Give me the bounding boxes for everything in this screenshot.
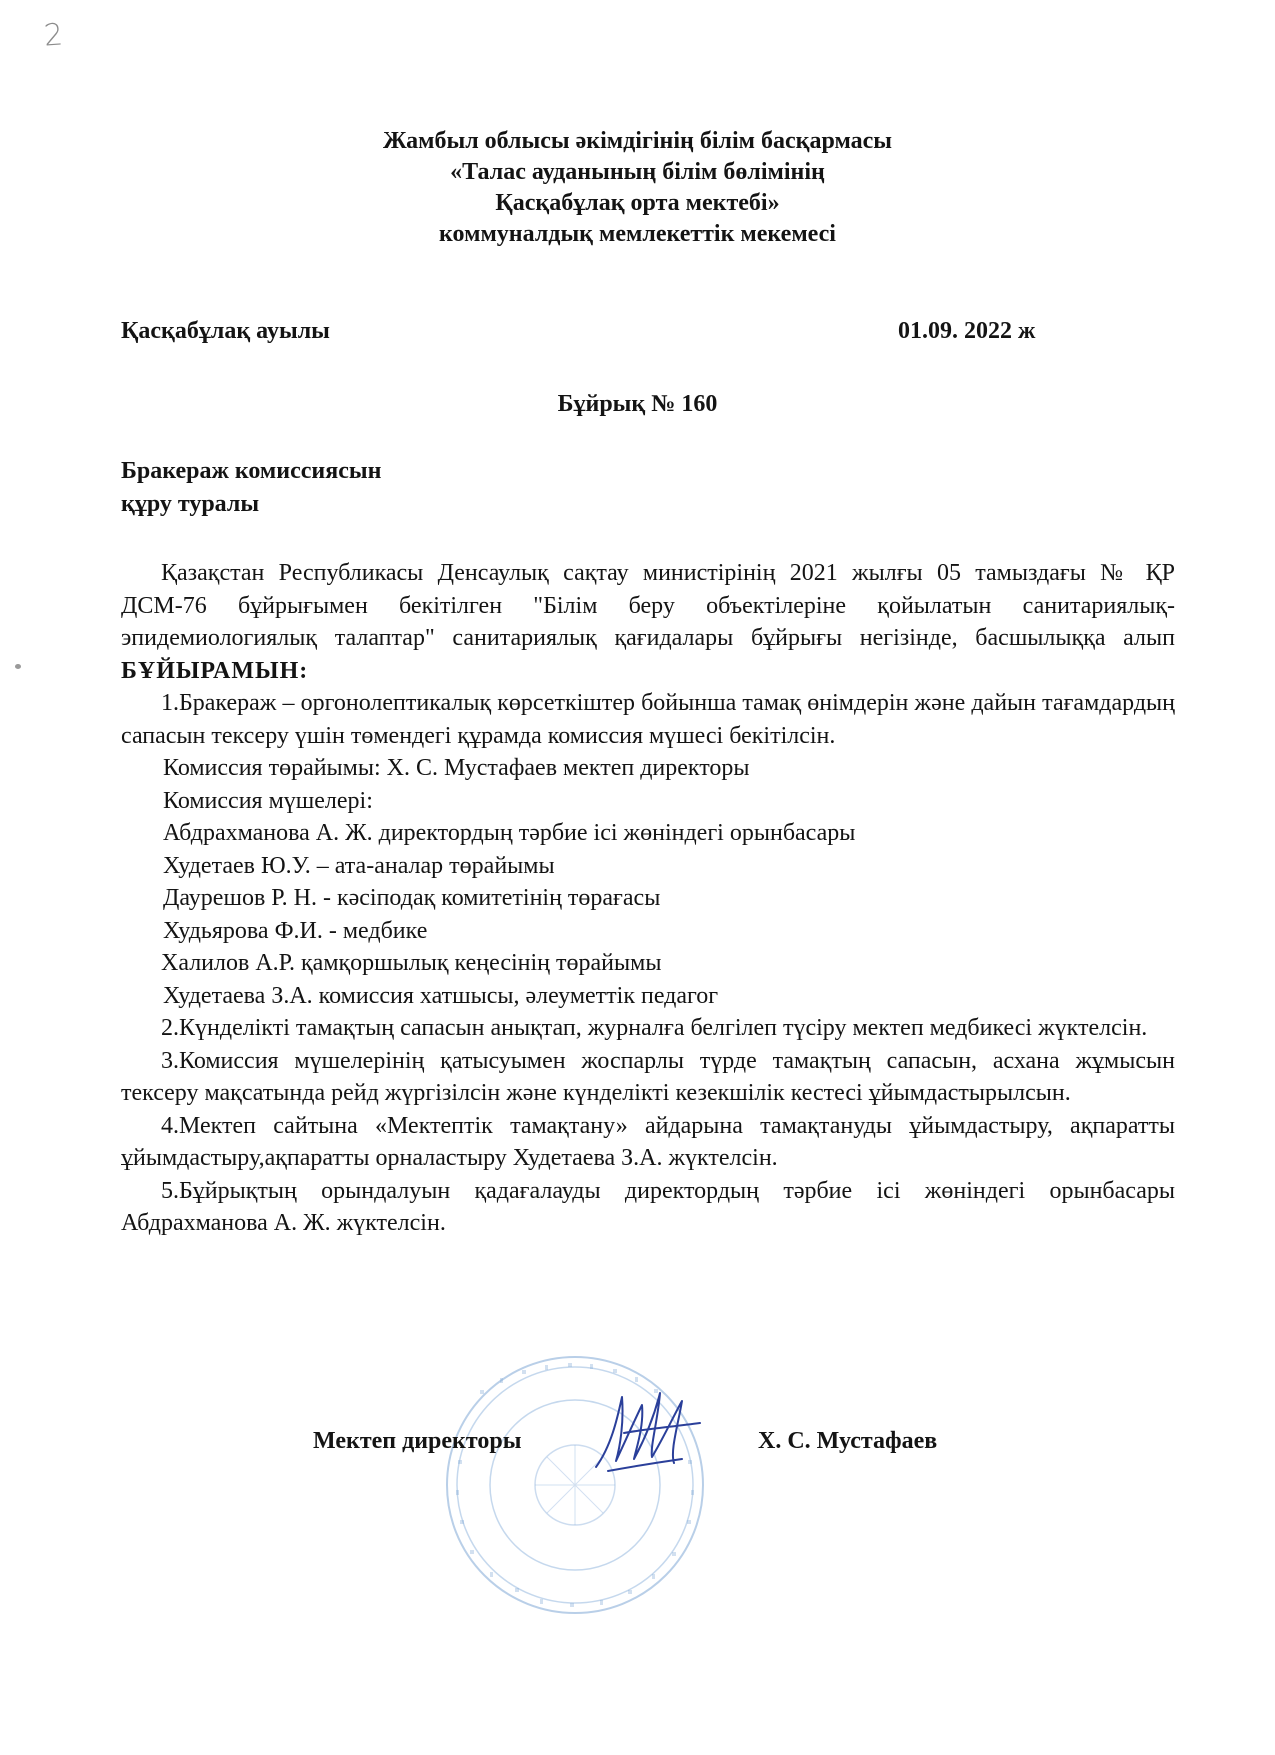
order-subject [121,455,381,521]
commission-chair: Комиссия төрайымы: Х. С. Мустафаев мектеп директоры [163,755,750,781]
preamble-text: Қазақстан Республикасы Денсаулық сақтау министірінің 2021 жылғы 05 тамыздағы № ҚР ДСМ-76 бұйрығымен бекітілген "Білім беру объектілеріне қойылатын санитариялық-эпидемиологиялық талаптар" санитариялық қағидалары бұйрығы негізінде, басшылыққа алып [121,560,1175,651]
item-5: 5.Бұйрықтың орындалуын қадағалауды директордың тәрбие ісі жөніндегі орынбасары Абдрахманова А. Ж. жүктелсін. [121,1177,1175,1236]
subject-line-1: Бракераж комиссиясын [121,458,382,484]
subject-line-2: құру туралы [121,491,260,517]
handwritten-signature-icon [590,1375,720,1485]
item-2: 2.Күнделікті тамақтың сапасын анықтап, журналға белгілеп түсіру мектеп медбикесі жүктелсін. [161,1015,1148,1041]
signature-title: Мектеп директоры [313,1428,522,1454]
commission-member: Халилов А.Р. қамқоршылық кеңесінің төрайымы [161,950,662,976]
place-name: Қасқабұлақ ауылы [121,318,330,344]
commission-members-label: Комиссия мүшелері: [163,787,373,814]
header-line-4: коммуналдық мемлекеттік мекемесі [439,221,836,247]
header-line-3: Қасқабұлақ орта мектебі» [495,190,780,216]
preamble-paragraph [121,557,1175,687]
director-name: Х. С. Мустафаев [758,1428,938,1454]
header-line-1: Жамбыл облысы әкімдігінің білім басқармасы [382,128,893,154]
page-number-note: 2 [42,17,65,54]
commission-member: Даурешов Р. Н. - кәсіподақ комитетінің төрағасы [163,885,661,911]
scan-speck [15,664,21,669]
commission-member: Худетаев Ю.У. – ата-аналар төрайымы [163,852,555,879]
commission-member: Худетаева З.А. комиссия хатшысы, әлеуметтік педагог [163,982,719,1009]
header-line-2: «Талас ауданының білім бөлімінің [450,159,825,185]
organization-header [0,126,1275,250]
item-1: 1.Бракераж – оргонолептикалық көрсеткіштер бойынша тамақ өнімдерін және дайын тағамдардың сапасын тексеру үшін төмендегі құрамда комиссия мүшесі бекітілсін. [121,690,1175,749]
order-title: Бұйрық № 160 [557,391,718,417]
item-3: 3.Комиссия мүшелерінің қатысуымен жоспарлы түрде тамақтың сапасын, асхана жұмысын тексеру мақсатында рейд жүргізілсін және күнделікті кезекшілік кестесі ұйымдастырылсын. [121,1047,1175,1106]
order-date: 01.09. 2022 ж [898,318,1036,344]
item-4: 4.Мектеп сайтына «Мектептік тамақтану» айдарына тамақтануды ұйымдастыру, ақпаратты ұйымдастыру,ақпаратты орналастыру Худетаева З.А. жүктелсін. [121,1112,1175,1171]
commission-member: Абдрахманова А. Ж. директордың тәрбие ісі жөніндегі орынбасары [163,820,856,846]
order-body [121,557,1175,1240]
order-word: БҰЙЫРАМЫН: [121,657,309,684]
commission-member: Худьярова Ф.И. - медбике [163,917,428,944]
